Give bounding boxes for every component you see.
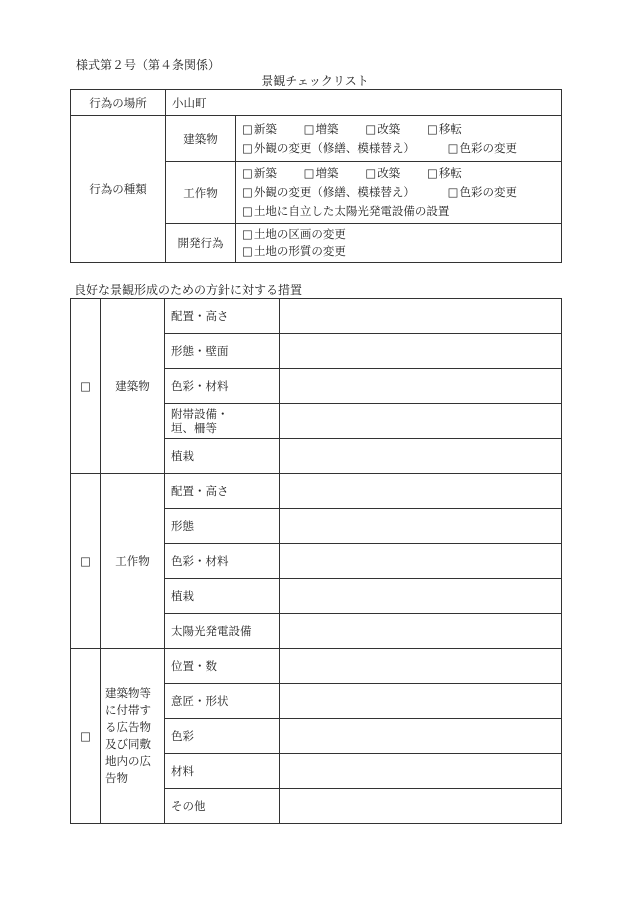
measure-input[interactable]	[280, 649, 562, 684]
category-development: 開発行為	[166, 224, 236, 263]
group-checkbox[interactable]: □	[71, 299, 101, 474]
checkbox-option[interactable]	[448, 183, 517, 202]
measure-item: その他	[165, 789, 280, 824]
option-label: 改築	[377, 166, 401, 180]
checkbox-icon[interactable]: □	[242, 204, 253, 218]
group-checkbox[interactable]: □	[71, 474, 101, 649]
option-label: 新築	[253, 121, 277, 136]
option-label: 改築	[377, 121, 401, 136]
checkbox-icon[interactable]: □	[242, 185, 253, 199]
document-title: 景観チェックリスト	[261, 74, 369, 88]
measure-input[interactable]	[280, 439, 562, 474]
checkbox-icon[interactable]: □	[242, 121, 253, 136]
measure-input[interactable]	[280, 719, 562, 754]
measure-input[interactable]	[280, 474, 562, 509]
measure-input[interactable]	[280, 334, 562, 369]
option-label: 増築	[315, 166, 339, 180]
measure-item: 色彩	[165, 719, 280, 754]
measure-input[interactable]	[280, 754, 562, 789]
checkbox-icon[interactable]: □	[242, 140, 253, 155]
measure-input[interactable]	[280, 579, 562, 614]
measure-input[interactable]	[280, 299, 562, 334]
measure-item: 形態	[165, 509, 280, 544]
checkbox-option[interactable]	[448, 139, 517, 158]
checkbox-icon[interactable]: □	[365, 121, 377, 136]
measure-input[interactable]	[280, 369, 562, 404]
checkbox-icon[interactable]: □	[447, 140, 459, 155]
measures-table	[70, 298, 562, 824]
action-type-label: 行為の種類	[71, 116, 166, 263]
checkbox-icon[interactable]: □	[447, 185, 459, 199]
checkbox-icon[interactable]: □	[365, 166, 377, 180]
measure-input[interactable]	[280, 404, 562, 439]
checkbox-icon[interactable]: □	[242, 244, 253, 258]
measure-item: 色彩・材料	[165, 369, 280, 404]
checkbox-option[interactable]	[365, 164, 423, 183]
location-value: 小山町	[166, 90, 562, 116]
measure-item: 配置・高さ	[165, 299, 280, 334]
option-label: 土地に自立した太陽光発電設備の設置	[253, 204, 450, 218]
option-label: 移転	[438, 166, 462, 180]
group-checkbox[interactable]: □	[71, 649, 101, 824]
measure-item: 植栽	[165, 439, 280, 474]
checkbox-option[interactable]	[304, 120, 362, 139]
checkbox-option[interactable]	[242, 226, 346, 243]
action-summary-table	[70, 89, 562, 263]
location-label: 行為の場所	[71, 90, 166, 116]
group-category-label: 建築物等に付帯する広告物及び同敷地内の広告物	[101, 649, 165, 824]
measure-input[interactable]	[280, 614, 562, 649]
checkbox-option[interactable]	[427, 164, 462, 183]
option-label: 新築	[253, 166, 277, 180]
checkbox-icon[interactable]: □	[242, 166, 253, 180]
measure-item: 位置・数	[165, 649, 280, 684]
development-options	[236, 224, 562, 263]
checkbox-option[interactable]	[304, 164, 362, 183]
measure-input[interactable]	[280, 684, 562, 719]
category-building: 建築物	[166, 116, 236, 162]
option-label: 増築	[315, 121, 339, 136]
form-number: 様式第２号（第４条関係）	[76, 58, 221, 72]
option-label: 移転	[438, 121, 462, 136]
checkbox-icon[interactable]: □	[426, 121, 438, 136]
checkbox-icon[interactable]: □	[426, 166, 438, 180]
measure-item: 太陽光発電設備	[165, 614, 280, 649]
option-label: 色彩の変更	[459, 185, 518, 199]
checkbox-option[interactable]	[242, 164, 300, 183]
checkbox-option[interactable]	[365, 120, 423, 139]
building-options	[236, 116, 562, 162]
structure-options	[236, 162, 562, 224]
measure-item: 配置・高さ	[165, 474, 280, 509]
category-structure: 工作物	[166, 162, 236, 224]
option-label: 外観の変更（修繕、模様替え）	[253, 185, 415, 199]
checkbox-option[interactable]	[242, 139, 444, 158]
option-label: 土地の形質の変更	[253, 244, 346, 258]
measure-input[interactable]	[280, 544, 562, 579]
measure-item: 形態・壁面	[165, 334, 280, 369]
measure-input[interactable]	[280, 509, 562, 544]
measure-item: 植栽	[165, 579, 280, 614]
section-heading: 良好な景観形成のための方針に対する措置	[74, 283, 303, 297]
option-label: 外観の変更（修繕、模様替え）	[253, 140, 415, 155]
group-category-label: 工作物	[101, 474, 165, 649]
measure-item: 意匠・形状	[165, 684, 280, 719]
option-label: 色彩の変更	[459, 140, 518, 155]
checkbox-icon[interactable]: □	[242, 227, 253, 241]
measure-item: 材料	[165, 754, 280, 789]
checkbox-option[interactable]	[242, 120, 300, 139]
checkbox-option[interactable]	[242, 183, 444, 202]
checkbox-icon[interactable]: □	[303, 121, 315, 136]
checkbox-icon[interactable]: □	[303, 166, 315, 180]
option-label: 土地の区画の変更	[253, 227, 346, 241]
group-category-label: 建築物	[101, 299, 165, 474]
checkbox-option[interactable]	[427, 120, 462, 139]
checkbox-option[interactable]	[242, 202, 449, 221]
measure-item: 附帯設備・ 垣、柵等	[165, 404, 280, 439]
checkbox-option[interactable]	[242, 243, 346, 260]
measure-input[interactable]	[280, 789, 562, 824]
measure-item: 色彩・材料	[165, 544, 280, 579]
